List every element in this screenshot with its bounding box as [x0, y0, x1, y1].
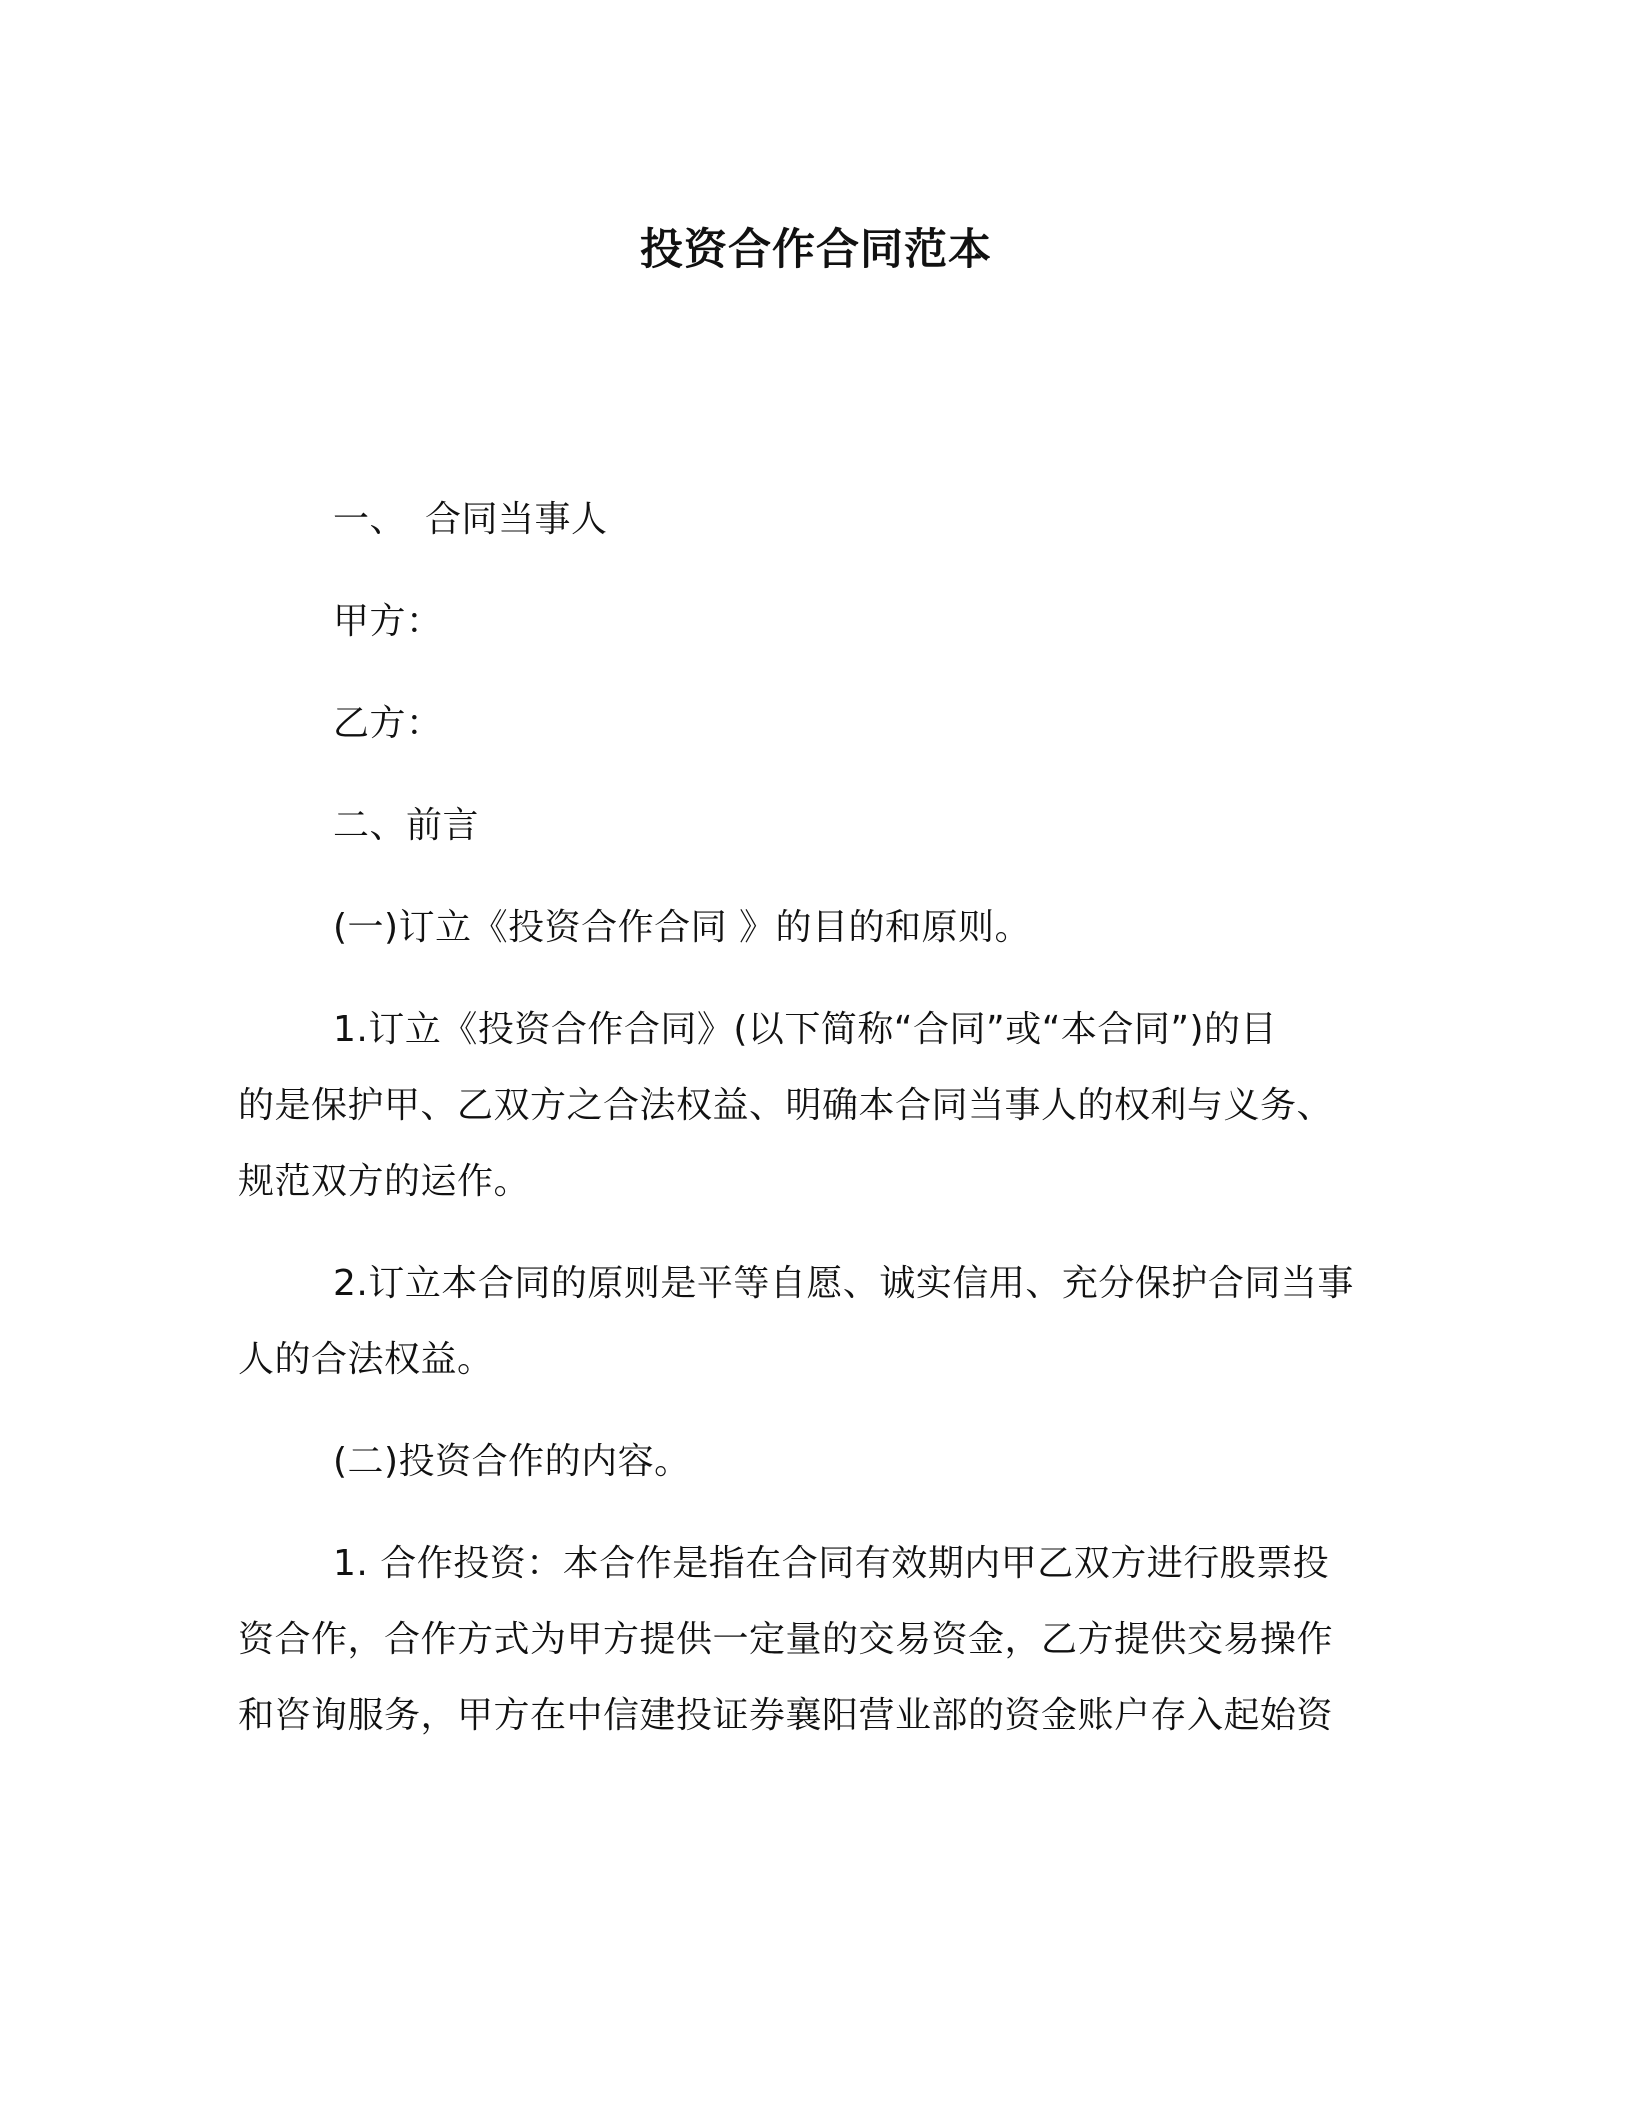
section1-title: 合同当事人 — [425, 499, 608, 540]
para3-line1: 1. 合作投资：本合作是指在合同有效期内甲乙双方进行股票投 — [333, 1543, 1330, 1584]
section1-number: 一、 — [333, 499, 407, 540]
document-title: 投资合作合同范本 — [640, 225, 992, 275]
section2-heading: 二、前言 — [333, 805, 480, 846]
party-a-label: 甲方： — [333, 601, 443, 642]
para2-line2: 人的合法权益。 — [238, 1339, 494, 1380]
subsection2-heading: (二)投资合作的内容。 — [333, 1441, 691, 1482]
subsection1-heading: (一)订立《投资合作合同 》的目的和原则。 — [333, 907, 1032, 948]
party-b-label: 乙方： — [333, 703, 443, 744]
para1-line1: 1.订立《投资合作合同》(以下简称“合同”或“本合同”)的目 — [333, 1009, 1278, 1050]
para3-line3: 和咨询服务，甲方在中信建投证券襄阳营业部的资金账户存入起始资 — [238, 1695, 1334, 1736]
para1-line2: 的是保护甲、乙双方之合法权益、明确本合同当事人的权利与义务、 — [238, 1085, 1334, 1126]
para3-line2: 资合作，合作方式为甲方提供一定量的交易资金，乙方提供交易操作 — [238, 1619, 1334, 1660]
para2-line1: 2.订立本合同的原则是平等自愿、诚实信用、充分保护合同当事 — [333, 1263, 1354, 1304]
section1-heading — [333, 496, 608, 544]
para1-line3: 规范双方的运作。 — [238, 1161, 531, 1202]
